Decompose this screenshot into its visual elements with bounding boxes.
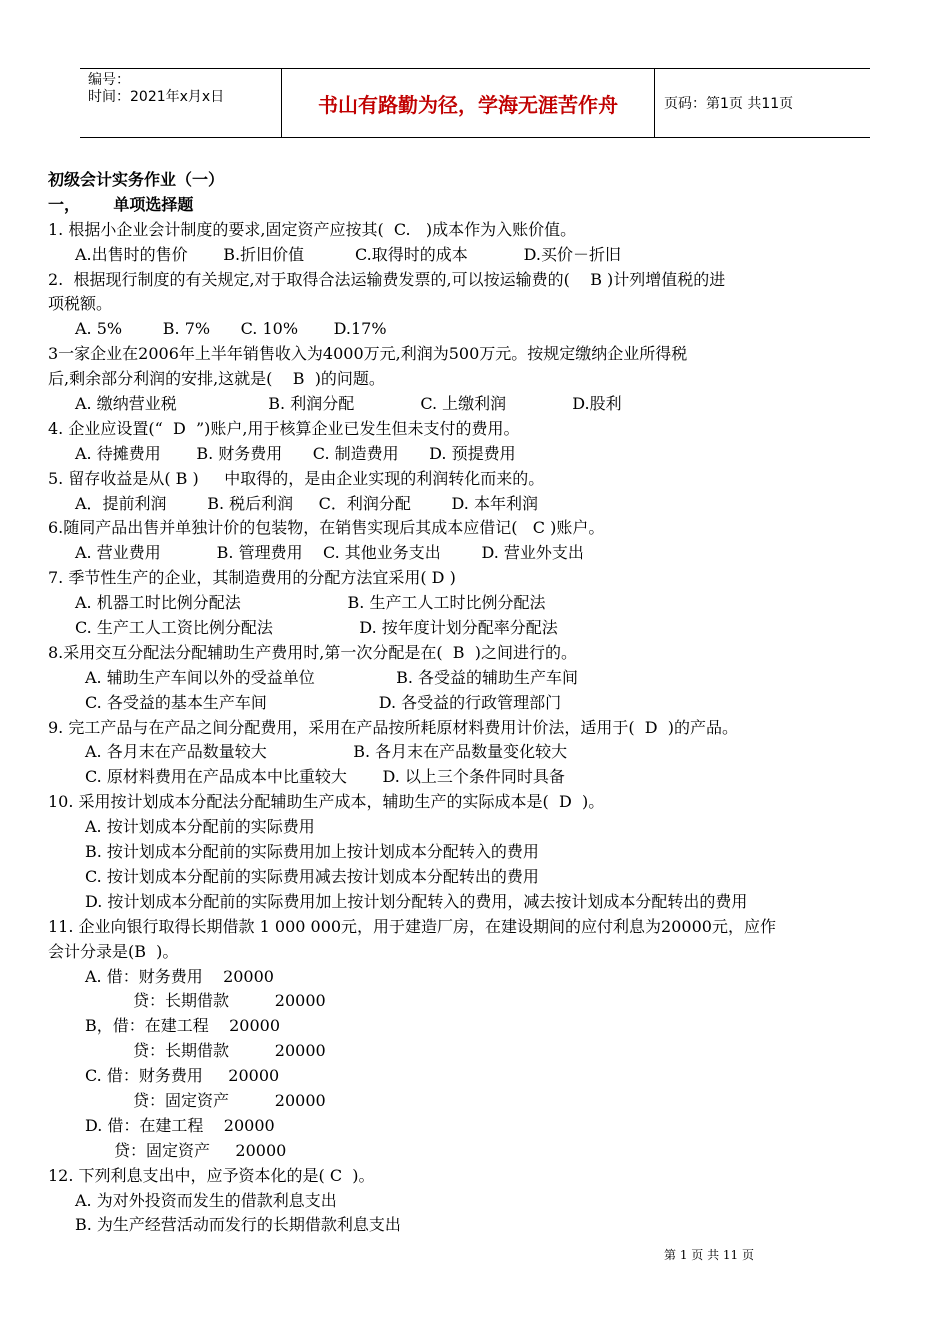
text-line: 初级会计实务作业（一） [48,170,225,189]
text-line: A. 为对外投资而发生的借款利息支出 [75,1190,337,1210]
text-line: 项税额。 [48,294,113,314]
text-line: A. 5% B. 7% C. 10% D.17% [75,319,387,339]
text-line: A. 各月末在产品数量较大 B. 各月末在产品数量变化较大 [85,742,568,762]
text-line: A. 机器工时比例分配法 B. 生产工人工时比例分配法 [75,593,546,613]
text-line: 一， 单项选择题 [48,194,194,214]
text-line: 9. 完工产品与在产品之间分配费用，采用在产品按所耗原材料费用计价法，适用于( D )的产品。 [48,717,739,737]
header-page-label: 页码：第1页 共11页 [664,96,794,112]
header-meta-cell [80,69,282,137]
text-line: 贷：固定资产 20000 [133,1090,326,1110]
page-header [80,68,870,138]
header-motto: 书山有路勤为径，学海无涯苦作舟 [282,69,655,137]
document-body [48,168,908,1238]
text-line: 11. 企业向银行取得长期借款 1 000 000元，用于建造厂房，在建设期间的应付利息为20000元，应作 [48,916,776,936]
text-line: 2. 根据现行制度的有关规定,对于取得合法运输费发票的,可以按运输费的( B )计列增值税的进 [48,269,726,289]
text-line: 6.随同产品出售并单独计价的包装物，在销售实现后其成本应借记( C )账户。 [48,518,605,538]
text-line: 会计分录是(B )。 [48,941,179,961]
text-line: C. 各受益的基本生产车间 D. 各受益的行政管理部门 [85,692,562,712]
text-line: C. 生产工人工资比例分配法 D. 按年度计划分配率分配法 [75,618,558,638]
text-line: 贷：长期借款 20000 [133,1041,326,1061]
text-line: 5. 留存收益是从( B ) 中取得的，是由企业实现的利润转化而来的。 [48,468,545,488]
text-line: A. 辅助生产车间以外的受益单位 B. 各受益的辅助生产车间 [85,667,579,687]
text-line: 后,剩余部分利润的安排,这就是( B )的问题。 [48,369,385,389]
text-line: 贷：固定资产 20000 [114,1140,287,1160]
text-line: 1. 根据小企业会计制度的要求,固定资产应按其( C. )成本作为入账价值。 [48,219,577,239]
text-line: D. 借：在建工程 20000 [85,1115,275,1135]
text-line: 7. 季节性生产的企业，其制造费用的分配方法宜采用( D ) [48,568,456,588]
text-line: B，借：在建工程 20000 [85,1016,281,1036]
text-line: D. 按计划成本分配前的实际费用加上按计划分配转入的费用，减去按计划成本分配转出的费用 [85,891,748,911]
text-line: 12. 下列利息支出中，应予资本化的是( C )。 [48,1165,375,1185]
text-line: 贷：长期借款 20000 [133,991,326,1011]
text-line: A. 缴纳营业税 B. 利润分配 C. 上缴利润 D.股利 [75,394,622,414]
text-line: 4. 企业应设置(“ D ”)账户,用于核算企业已发生但未支付的费用。 [48,418,520,438]
text-line: 8.采用交互分配法分配辅助生产费用时,第一次分配是在( B )之间进行的。 [48,642,577,662]
text-line: A.出售时的售价 B.折旧价值 C.取得时的成本 D.买价－折旧 [75,244,621,264]
text-line: A．提前利润 B. 税后利润 C．利润分配 D. 本年利润 [75,493,538,513]
header-time-label: 时间：2021年x月x日 [88,89,225,105]
text-line: C. 按计划成本分配前的实际费用减去按计划成本分配转出的费用 [85,866,539,886]
text-line: A. 按计划成本分配前的实际费用 [85,817,315,837]
text-line: A. 借：财务费用 20000 [85,966,274,986]
text-line: A. 待摊费用 B. 财务费用 C. 制造费用 D. 预提费用 [75,443,516,463]
header-code-label: 编号： [88,72,130,88]
text-line: B. 按计划成本分配前的实际费用加上按计划成本分配转入的费用 [85,842,539,862]
page-footer: 第 1 页 共 11 页 [664,1248,754,1262]
text-line: C. 借：财务费用 20000 [85,1066,280,1086]
text-line: C. 原材料费用在产品成本中比重较大 D. 以上三个条件同时具备 [85,767,565,787]
text-line: 10. 采用按计划成本分配法分配辅助生产成本，辅助生产的实际成本是( D )。 [48,792,605,812]
text-line: A. 营业费用 B. 管理费用 C. 其他业务支出 D. 营业外支出 [75,543,584,563]
text-line: B. 为生产经营活动而发行的长期借款利息支出 [75,1215,401,1235]
text-line: 3一家企业在2006年上半年销售收入为4000万元,利润为500万元。按规定缴纳企业所得税 [48,344,688,364]
